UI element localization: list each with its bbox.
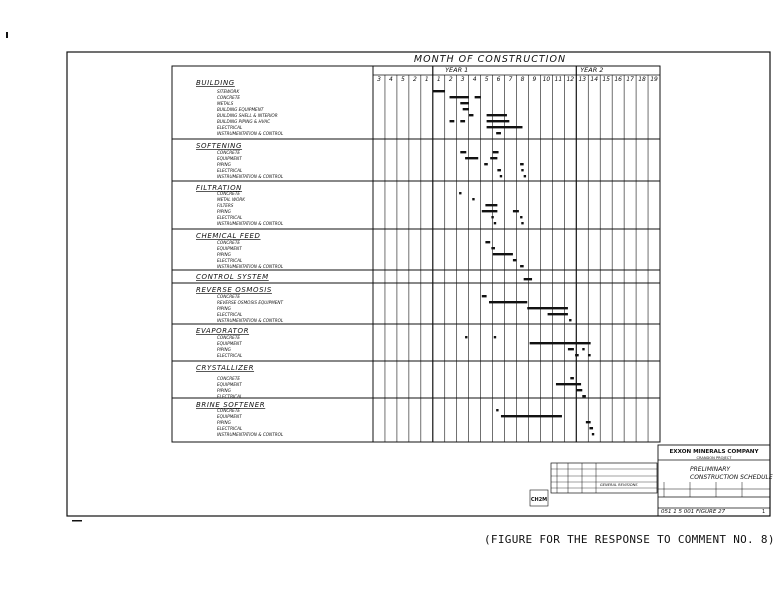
activity-label: METAL WORK — [217, 197, 246, 202]
schedule-bar — [496, 132, 501, 134]
schedule-bar — [482, 210, 498, 212]
section-title: BUILDING — [196, 79, 235, 87]
activity-label: CONCRETE — [217, 376, 241, 381]
month-label: 12 — [566, 76, 575, 83]
schedule-bar — [494, 222, 496, 224]
activity-label: BUILDING EQUIPMENT — [217, 107, 264, 112]
schedule-bar — [490, 157, 497, 159]
schedule-bar — [484, 163, 488, 165]
section-title: FILTRATION — [196, 184, 243, 192]
schedule-bar — [530, 342, 591, 344]
month-label: 15 — [602, 76, 611, 83]
schedule-bar — [496, 409, 498, 411]
schedule-bar — [575, 354, 579, 356]
schedule-bar — [487, 126, 523, 128]
month-label: 4 — [472, 76, 477, 83]
schedule-bar — [460, 120, 465, 122]
schedule-bar — [586, 421, 591, 423]
activity-label: EQUIPMENT — [217, 414, 242, 419]
schedule-bar — [582, 348, 584, 350]
section-title: SOFTENING — [196, 142, 243, 150]
schedule-bar — [569, 319, 571, 321]
schedule-bar — [568, 348, 574, 350]
month-label: 8 — [520, 76, 525, 83]
schedule-bar — [520, 216, 522, 218]
month-label: 11 — [554, 76, 563, 83]
activity-label: INSTRUMENTATION & CONTROL — [217, 318, 284, 323]
month-label: 6 — [496, 76, 501, 83]
section-title: REVERSE OSMOSIS — [196, 286, 272, 294]
schedule-bar — [465, 157, 478, 159]
chart-title: MONTH OF CONSTRUCTION — [413, 54, 567, 65]
activity-label: ELECTRICAL — [217, 394, 243, 399]
activity-label: REVERSE OSMOSIS EQUIPMENT — [217, 300, 284, 305]
schedule-chart — [172, 54, 660, 442]
activity-label: EQUIPMENT — [217, 156, 242, 161]
schedule-bar — [524, 278, 532, 280]
activity-label: SITEWORK — [217, 89, 240, 94]
activity-label: PIPING — [217, 388, 231, 393]
activity-label: ELECTRICAL — [217, 168, 243, 173]
activity-label: FILTERS — [217, 203, 234, 208]
activity-label: EQUIPMENT — [217, 341, 242, 346]
schedule-bar — [472, 198, 474, 200]
sheet-code-mark — [72, 520, 82, 522]
activity-label: ELECTRICAL — [217, 426, 243, 431]
activity-label: CONCRETE — [217, 240, 241, 245]
activity-label: PIPING — [217, 347, 231, 352]
firm-logo: CH2M — [530, 497, 548, 503]
month-label: 14 — [590, 76, 599, 83]
activity-label: BUILDING PIPING & HVAC — [217, 119, 271, 124]
schedule-bar — [576, 389, 582, 391]
section-title: CHEMICAL FEED — [196, 232, 261, 240]
schedule-bar — [450, 96, 469, 98]
activity-label: PIPING — [217, 252, 231, 257]
activity-label: CONCRETE — [217, 294, 241, 299]
schedule-bar — [513, 259, 517, 261]
project-name: CRANDON PROJECT — [696, 456, 732, 460]
activity-label: INSTRUMENTATION & CONTROL — [217, 174, 284, 179]
month-label: 5 — [484, 76, 489, 83]
company-name: EXXON MINERALS COMPANY — [669, 449, 759, 455]
month-label: 1 — [436, 76, 441, 83]
schedule-bar — [482, 295, 487, 297]
schedule-bar — [548, 313, 568, 315]
schedule-bar — [493, 253, 513, 255]
month-label: 5 — [400, 76, 405, 83]
month-label: 18 — [638, 76, 646, 83]
activity-label: CONCRETE — [217, 408, 241, 413]
schedule-bar — [521, 169, 523, 171]
activity-label: PIPING — [217, 162, 231, 167]
schedule-bar — [465, 336, 467, 338]
year-1-label: YEAR 1 — [445, 66, 469, 74]
month-label: 13 — [578, 76, 587, 83]
month-label: 2 — [448, 76, 453, 83]
schedule-bar — [491, 216, 493, 218]
schedule-bar — [460, 102, 468, 104]
revision-note: GENERAL REVISIONS — [600, 483, 638, 487]
month-label: 19 — [650, 76, 658, 83]
schedule-bar — [463, 108, 469, 110]
activity-label: INSTRUMENTATION & CONTROL — [217, 264, 284, 269]
figure-caption: (FIGURE FOR THE RESPONSE TO COMMENT NO. 8) — [484, 533, 775, 546]
schedule-bar — [588, 354, 590, 356]
schedule-bar — [493, 151, 499, 153]
schedule-bar — [450, 120, 455, 122]
schedule-bar — [556, 383, 581, 385]
schedule-bar — [524, 175, 526, 177]
month-label: 10 — [542, 76, 551, 83]
schedule-bar — [469, 114, 474, 116]
schedule-bar — [520, 265, 524, 267]
schedule-bar — [494, 336, 496, 338]
schedule-bar — [433, 90, 445, 92]
schedule-bar — [497, 169, 501, 171]
schedule-bar — [459, 192, 461, 194]
activity-label: PIPING — [217, 306, 231, 311]
schedule-bar — [487, 120, 510, 122]
activity-label: EQUIPMENT — [217, 382, 242, 387]
schedule-bar — [489, 301, 527, 303]
schedule-bar — [501, 415, 562, 417]
revision-table — [551, 463, 657, 493]
revision-number: 1 — [762, 509, 766, 515]
month-label: 17 — [626, 76, 634, 83]
title-block — [72, 445, 773, 522]
year-2-label: YEAR 2 — [580, 66, 604, 74]
schedule-bar — [460, 151, 466, 153]
activity-label: CONCRETE — [217, 150, 241, 155]
month-label: 2 — [412, 76, 417, 83]
schedule-bar — [589, 427, 593, 429]
activity-label: CONCRETE — [217, 335, 241, 340]
month-label: 1 — [424, 76, 429, 83]
schedule-bar — [521, 222, 523, 224]
schedule-bar — [485, 241, 490, 243]
activity-label: PIPING — [217, 420, 231, 425]
schedule-bar — [520, 163, 524, 165]
schedule-bar — [513, 210, 519, 212]
drawing-title-line-1: PRELIMINARY — [690, 466, 731, 473]
schedule-bar — [570, 377, 574, 379]
schedule-bar — [527, 307, 568, 309]
activity-label: INSTRUMENTATION & CONTROL — [217, 432, 284, 437]
activity-label: CONCRETE — [217, 95, 241, 100]
activity-label: PIPING — [217, 209, 231, 214]
section-title: CONTROL SYSTEM — [196, 273, 269, 281]
month-label: 9 — [532, 76, 537, 83]
month-label: 3 — [460, 76, 465, 83]
activity-label: INSTRUMENTATION & CONTROL — [217, 131, 284, 136]
drawing-title-line-2: CONSTRUCTION SCHEDULE — [690, 474, 773, 481]
section-title: EVAPORATOR — [196, 327, 250, 335]
activity-label: ELECTRICAL — [217, 125, 243, 130]
schedule-bar — [487, 114, 507, 116]
section-title: BRINE SOFTENER — [196, 401, 266, 409]
activity-label: METALS — [217, 101, 234, 106]
schedule-bar — [592, 433, 594, 435]
activity-label: ELECTRICAL — [217, 215, 243, 220]
month-label: 3 — [377, 76, 381, 83]
activity-label: CONCRETE — [217, 191, 241, 196]
schedule-bar — [500, 175, 502, 177]
month-label: 16 — [614, 76, 622, 83]
month-label: 4 — [389, 76, 393, 83]
activity-label: ELECTRICAL — [217, 258, 243, 263]
activity-label: ELECTRICAL — [217, 353, 243, 358]
schedule-bar — [582, 395, 586, 397]
activity-label: BUILDING SHELL & INTERIOR — [217, 113, 278, 118]
schedule-bar — [491, 247, 495, 249]
schedule-bar — [475, 96, 481, 98]
activity-label: EQUIPMENT — [217, 246, 242, 251]
section-title: CRYSTALLIZER — [196, 364, 255, 372]
figure-number: 051 1 5 001 FIGURE 27 — [661, 509, 726, 515]
schedule-bar — [485, 204, 497, 206]
activity-label: INSTRUMENTATION & CONTROL — [217, 221, 284, 226]
activity-label: ELECTRICAL — [217, 312, 243, 317]
month-label: 7 — [508, 76, 513, 83]
